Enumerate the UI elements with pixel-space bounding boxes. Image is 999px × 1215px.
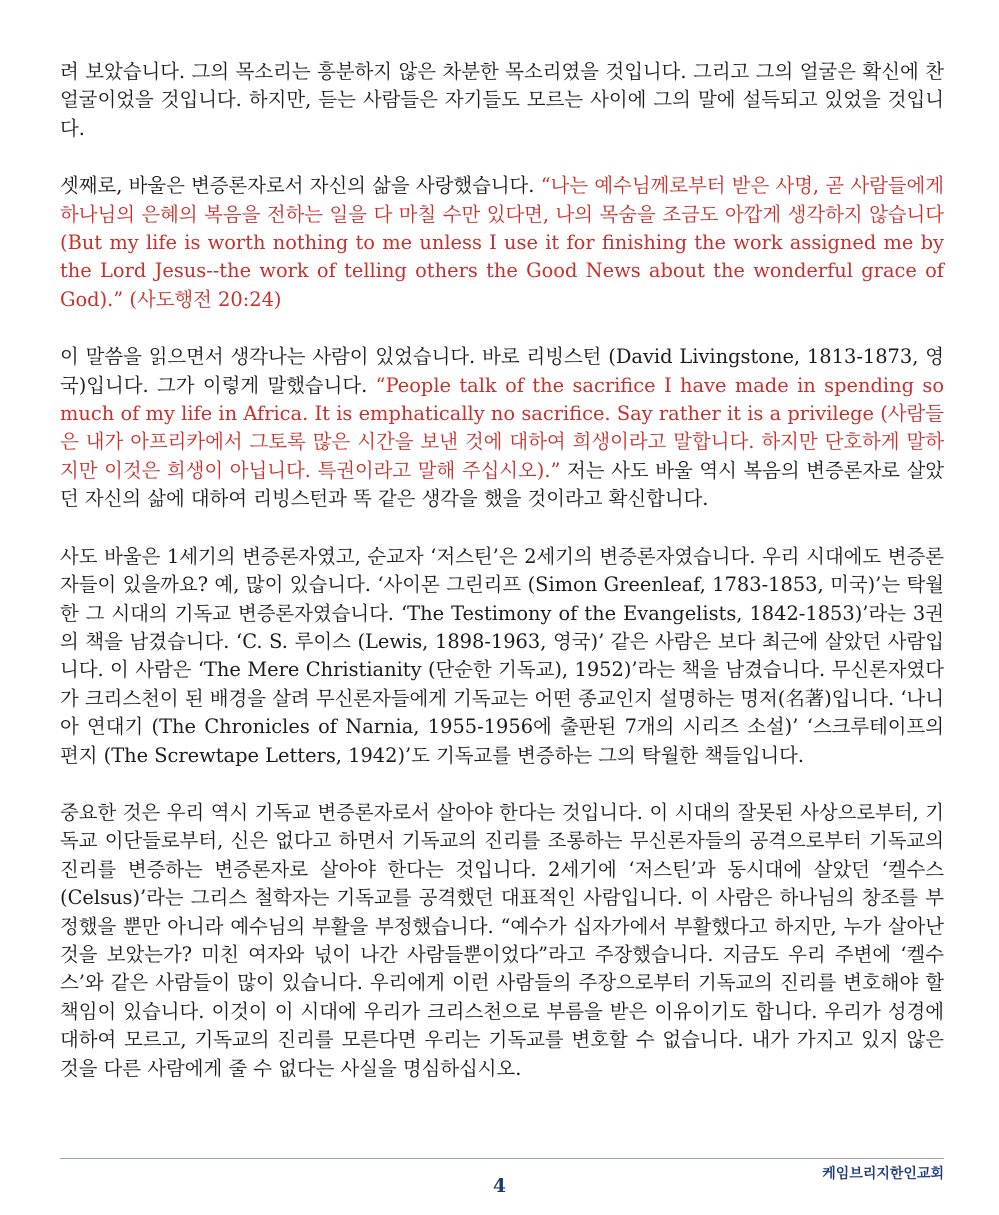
page-number: 4 (492, 1175, 507, 1197)
paragraph-text: 셋째로, 바울은 변증론자로서 자신의 삶을 사랑했습니다. (60, 174, 541, 198)
document-body (60, 58, 944, 1112)
paragraph (60, 172, 944, 314)
footer-divider (60, 1158, 944, 1159)
paragraph-text: 이 말씀을 읽으면서 생각나는 사람이 있었습니다. 바로 리빙스턴 (David Livingstone, 1813-1873, 영국)입니다. 그가 이렇게 말했습니다. (60, 345, 944, 397)
scripture-quote: “나는 예수님께로부터 받은 사명, 곧 사람들에게 하나님의 은혜의 복음을 전하는 일을 다 마칠 수만 있다면, 나의 목숨을 조금도 아깝게 생각하지 않습니다 (But my life is worth nothing to me unless I use it for finishing the work assigned me by the Lord Jesus--the work of telling others the Good News about the wonderful grace of God).” (사도행전 20:24) (60, 174, 944, 311)
church-name: 케임브리지한인교회 (822, 1166, 944, 1182)
livingstone-quote: “People talk of the sacrifice I have made in spending so much of my life in Africa. It is emphatically no sacrifice. Say rather it is a privilege (사람들은 내가 아프리카에서 그토록 많은 시간을 보낸 것에 대하여 희생이라고 말합니다. 하지만 단호하게 말하지만 이것은 희생이 아닙니다. 특권이라고 말해 주십시오).” (60, 373, 944, 482)
paragraph-text: 저는 사도 바울 역시 복음의 변증론자로 살았던 자신의 삶에 대하여 리빙스턴과 똑 같은 생각을 했을 것이라고 확신합니다. (60, 458, 945, 511)
paragraph-text: 려 보았습니다. 그의 목소리는 흥분하지 않은 차분한 목소리였을 것입니다. 그리고 그의 얼굴은 확신에 찬 얼굴이었을 것입니다. 하지만, 듣는 사람들은 자기들도 모르는 사이에 그의 말에 설득되고 있었을 것입니다. (60, 60, 944, 140)
paragraph (60, 543, 944, 770)
paragraph (60, 799, 944, 1083)
paragraph (60, 58, 944, 143)
paragraph (60, 343, 944, 513)
paragraph-text: 사도 바울은 1세기의 변증론자였고, 순교자 ‘저스틴’은 2세기의 변증론자였습니다. 우리 시대에도 변증론자들이 있을까요? 예, 많이 있습니다. ‘사이몬 그린리프 (Simon Greenleaf, 1783-1853, 미국)’는 탁월한 그 시대의 기독교 변증론자였습니다. ‘The Testimony of the Evangelists, 1842-1853)’라는 3권의 책을 남겼습니다. ‘C. S. 루이스 (Lewis, 1898-1963, 영국)’ 같은 사람은 보다 최근에 살았던 사람입니다. 이 사람은 ‘The Mere Christianity (단순한 기독교), 1952)’라는 책을 남겼습니다. 무신론자였다가 크리스천이 된 배경을 살려 무신론자들에게 기독교는 어떤 종교인지 설명하는 명저(名著)입니다. ‘나니아 연대기 (The Chronicles of Narnia, 1955-1956에 출판된 7개의 시리즈 소설)’ ‘스크루테이프의 편지 (The Screwtape Letters, 1942)’도 기독교를 변증하는 그의 탁월한 책들입니다. (60, 544, 944, 767)
paragraph-text: 중요한 것은 우리 역시 기독교 변증론자로서 살아야 한다는 것입니다. 이 시대의 잘못된 사상으로부터, 기독교 이단들로부터, 신은 없다고 하면서 기독교의 진리를 조롱하는 무신론자들의 공격으로부터 기독교의 진리를 변증하는 변증론자로 살아야 한다는 것입니다. 2세기에 ‘저스틴’과 동시대에 살았던 ‘켈수스 (Celsus)’라는 그리스 철학자는 기독교를 공격했던 대표적인 사람입니다. 이 사람은 하나님의 창조를 부정했을 뿐만 아니라 예수님의 부활을 부정했습니다. “예수가 십자가에서 부활했다고 하지만, 누가 살아난 것을 보았는가? 미친 여자와 넋이 나간 사람들뿐이었다”라고 주장했습니다. 지금도 우리 주변에 ‘켈수스’와 같은 사람들이 많이 있습니다. 우리에게 이런 사람들의 주장으로부터 기독교의 진리를 변호해야 할 책임이 있습니다. 이것이 이 시대에 우리가 크리스천으로 부름을 받은 이유이기도 합니다. 우리가 성경에 대하여 모르고, 기독교의 진리를 모른다면 우리는 기독교를 변호할 수 없습니다. 내가 가지고 있지 않은 것을 다른 사람에게 줄 수 없다는 사실을 명심하십시오. (60, 800, 944, 1080)
